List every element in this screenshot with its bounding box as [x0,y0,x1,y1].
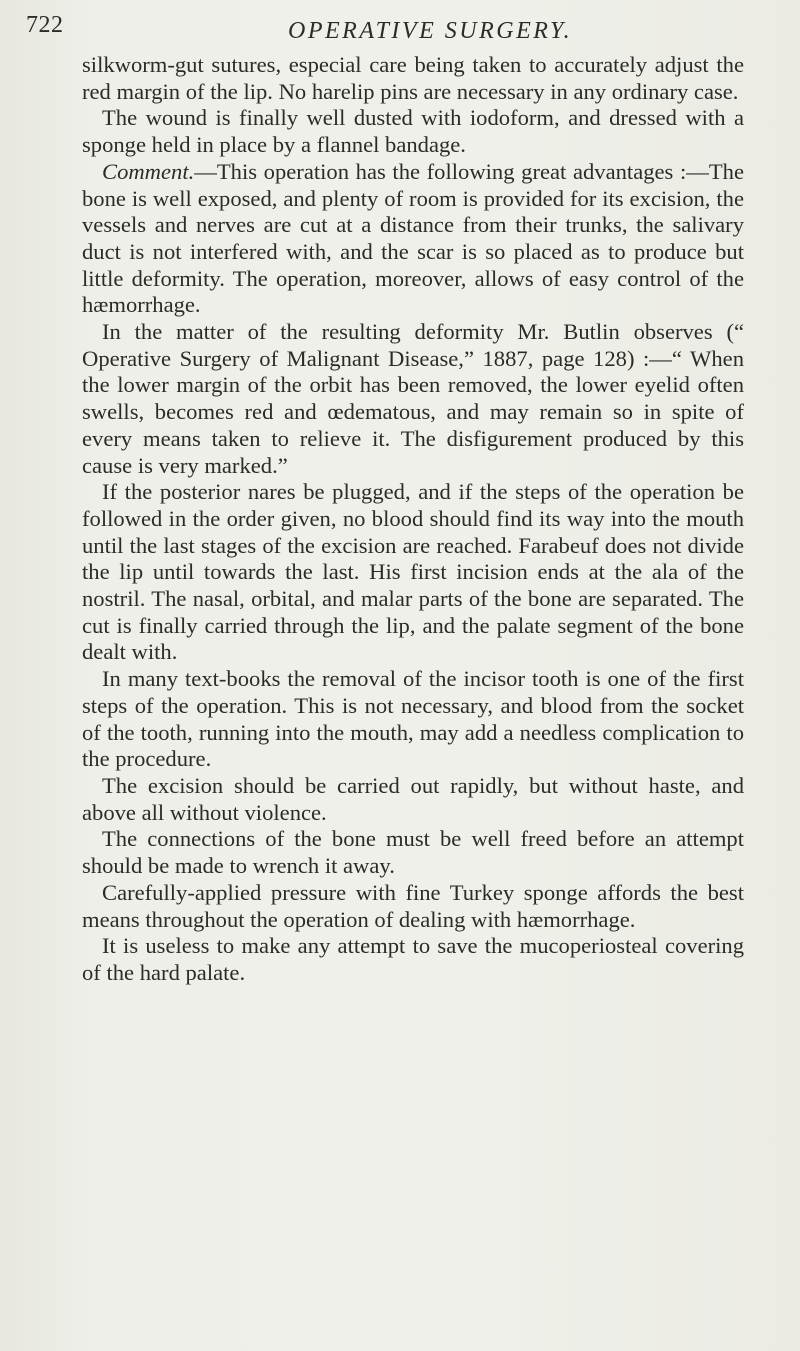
running-title: OPERATIVE SURGERY. [288,18,573,44]
page-header [18,6,778,46]
paragraph [82,105,744,158]
body-text [82,52,744,987]
paragraph [82,479,744,666]
paragraph-text: —This operation has the following great advantages :—The bone is well exposed, and plenty of room is provided for its excision, the vessels and nerves are cut at a distance from their trunks, the salivary duct is not interfered with, and the scar is so placed as to produce but little deformity. The operation, moreover, allows of easy control of the hæmorrhage. [82,158,744,318]
paragraph [82,933,744,986]
paragraph-text: Carefully-applied pressure with fine Turkey sponge affords the best means throughout the operation of dealing with hæmorrhage. [82,879,744,932]
paragraph [82,880,744,933]
paragraph-text: In many text-books the removal of the incisor tooth is one of the first steps of the operation. This is not necessary, and blood from the socket of the tooth, running into the mouth, may add a needless complication to the procedure. [82,666,744,772]
paragraph-text: It is useless to make any attempt to save the mucoperiosteal covering of the hard palate. [82,933,744,985]
paragraph [82,52,744,105]
paragraph-text: The excision should be carried out rapidly, but without haste, and above all without violence. [82,772,744,825]
paragraph-text: The connections of the bone must be well freed before an attempt should be made to wrench it away. [82,826,744,879]
paragraph-text: The wound is finally well dusted with iodoform, and dressed with a sponge held in place by a flannel bandage. [82,105,744,158]
paragraph-text: If the posterior nares be plugged, and if the steps of the operation be followed in the order given, no blood should find its way into the mouth until the last stages of the excision are reached. Farabeuf does not divide the lip until towards the last. His first incision ends at the ala of the nostril. The nasal, orbital, and malar parts of the bone are separated. The cut is finally carried through the lip, and the palate segment of the bone dealt with. [82,479,744,665]
paragraph-text: In the matter of the resulting deformity Mr. Butlin observes (“ Operative Surgery of Malignant Disease,” 1887, page 128) :—“ When the lower margin of the orbit has been removed, the lower eyelid often swells, becomes red and œdematous, and may remain so in spite of every means taken to relieve it. The disfigurement produced by this cause is very marked.” [82,319,744,478]
paragraph-lead: Comment. [102,158,195,184]
paragraph [82,826,744,879]
paragraph [82,319,744,479]
page-number: 722 [26,12,64,38]
paragraph [82,159,744,319]
paragraph [82,773,744,826]
paragraph [82,666,744,773]
paragraph-text: silkworm-gut sutures, especial care being taken to accurately adjust the red margin of the lip. No harelip pins are necessary in any ordinary case. [82,52,744,104]
